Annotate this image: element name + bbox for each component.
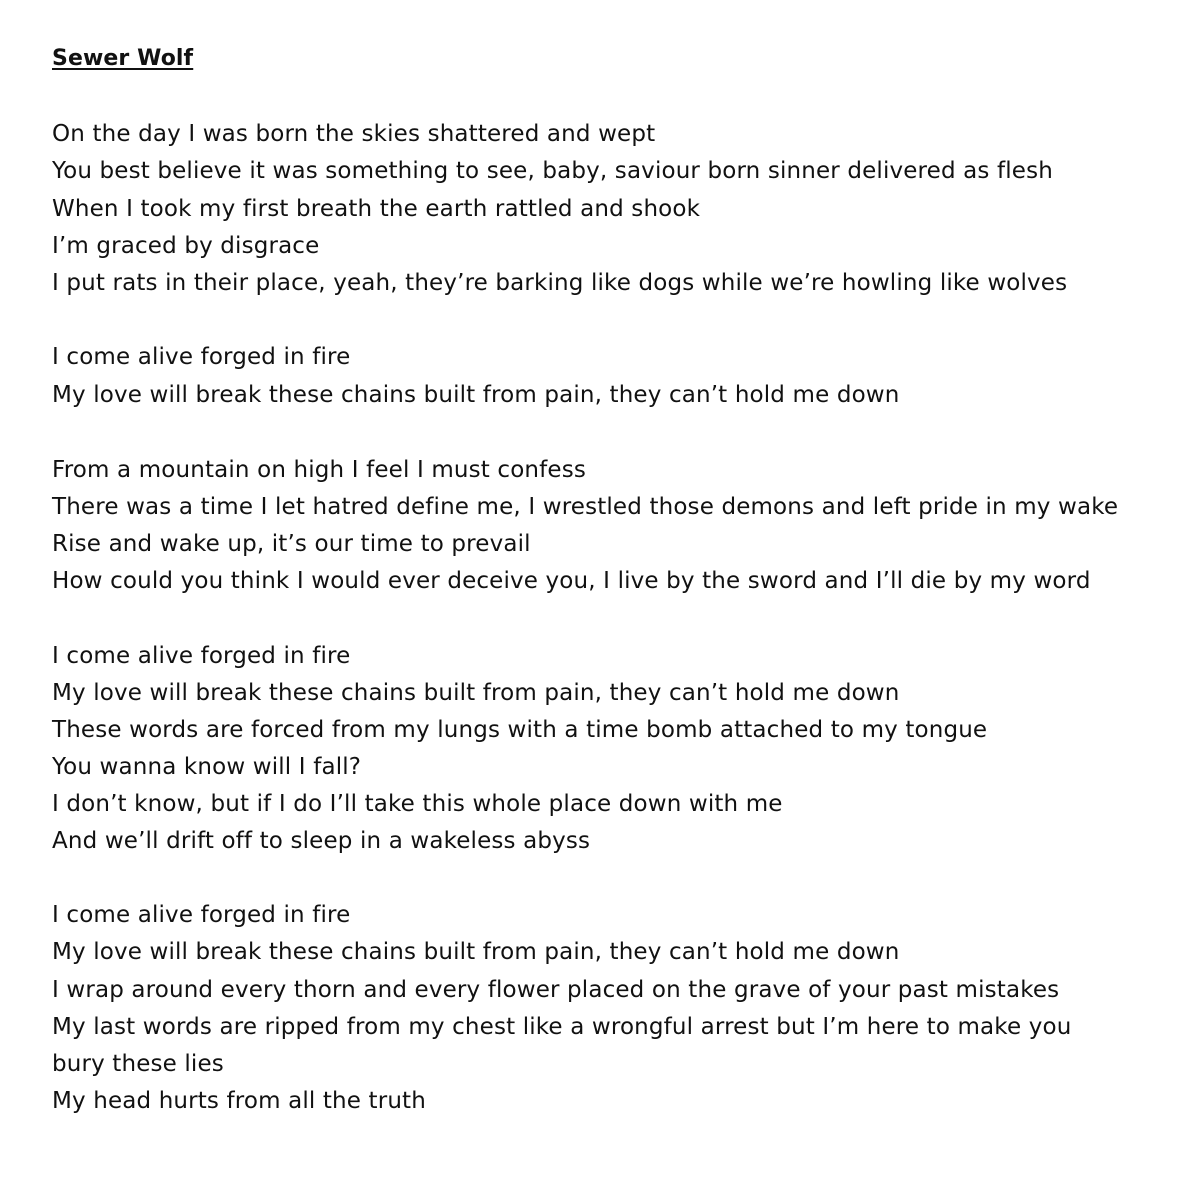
lyric-line: I come alive forged in fire <box>52 344 351 370</box>
lyric-line: When I took my first breath the earth rattled and shook <box>52 196 701 222</box>
lyric-line: My love will break these chains built from pain, they can’t hold me down <box>52 382 900 408</box>
lyric-line: bury these lies <box>52 1051 224 1077</box>
lyric-line: You best believe it was something to see, baby, saviour born sinner delivered as flesh <box>52 158 1053 184</box>
lyric-line: My love will break these chains built from pain, they can’t hold me down <box>52 680 900 706</box>
lyric-line: I come alive forged in fire <box>52 643 351 669</box>
document-title: Sewer Wolf <box>52 46 194 71</box>
lyric-line: My last words are ripped from my chest like a wrongful arrest but I’m here to make you <box>52 1014 1072 1040</box>
lyric-line: I don’t know, but if I do I’ll take this whole place down with me <box>52 791 783 817</box>
lyric-line: I put rats in their place, yeah, they’re barking like dogs while we’re howling like wolves <box>52 270 1068 296</box>
lyric-line: I come alive forged in fire <box>52 902 351 928</box>
lyric-line: From a mountain on high I feel I must confess <box>52 457 586 483</box>
lyric-line: Rise and wake up, it’s our time to prevail <box>52 531 531 557</box>
lyric-line: On the day I was born the skies shattered and wept <box>52 121 656 147</box>
lyric-line: My love will break these chains built from pain, they can’t hold me down <box>52 939 900 965</box>
lyric-line: My head hurts from all the truth <box>52 1088 426 1114</box>
lyric-line: How could you think I would ever deceive you, I live by the sword and I’ll die by my word <box>52 568 1091 594</box>
lyric-line: I’m graced by disgrace <box>52 233 320 259</box>
lyric-line: There was a time I let hatred define me, I wrestled those demons and left pride in my wake <box>52 494 1119 520</box>
lyric-line: These words are forced from my lungs with a time bomb attached to my tongue <box>52 717 988 743</box>
lyric-line: You wanna know will I fall? <box>52 754 362 780</box>
lyric-line: And we’ll drift off to sleep in a wakeless abyss <box>52 828 591 854</box>
lyric-line: I wrap around every thorn and every flower placed on the grave of your past mistakes <box>52 977 1060 1003</box>
